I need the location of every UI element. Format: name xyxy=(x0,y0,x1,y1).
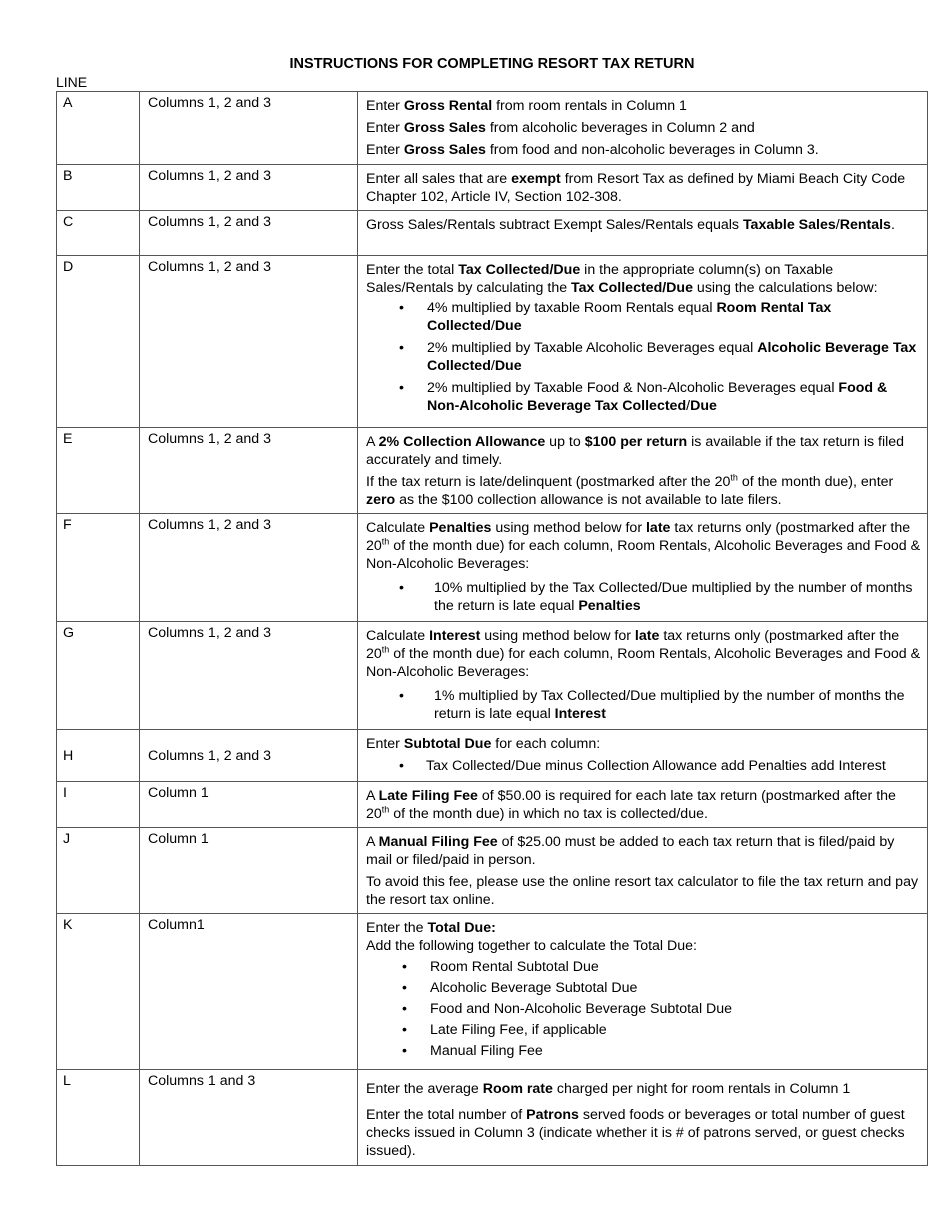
instruction-cell: Gross Sales/Rentals subtract Exempt Sales/Rentals equals Taxable Sales/Rentals. xyxy=(358,211,928,256)
instruction-cell: A 2% Collection Allowance up to $100 per return is available if the tax return is filed accurately and timely. If the tax return is late/delinquent (postmarked after the 20th of the month due), enter zero as the $100 collection allowance is not available to late filers. xyxy=(358,428,928,514)
columns-cell: Columns 1, 2 and 3 xyxy=(140,622,358,730)
table-row xyxy=(57,165,928,211)
instruction-cell: Enter the average Room rate charged per night for room rentals in Column 1 Enter the total number of Patrons served foods or beverages or total number of guest checks issued in Column 3 (indicate whether it is # of patrons served, or guest checks issued). xyxy=(358,1070,928,1166)
instruction-cell: Enter the Total Due: Add the following together to calculate the Total Due: • Room Rental Subtotal Due • Alcoholic Beverage Subtotal Due • Food and Non-Alcoholic Beverage Subtotal Due • Late Filing Fee, if applicable • Manual Filing Fee xyxy=(358,914,928,1070)
line-letter: A xyxy=(57,92,140,165)
list-item: • 2% multiplied by Taxable Alcoholic Beverages equal Alcoholic Beverage Tax Collected/Due xyxy=(366,339,921,375)
table-row xyxy=(57,428,928,514)
columns-cell: Columns 1, 2 and 3 xyxy=(140,165,358,211)
line-letter: J xyxy=(57,828,140,914)
page-title: INSTRUCTIONS FOR COMPLETING RESORT TAX RETURN xyxy=(289,56,695,72)
columns-cell: Columns 1, 2 and 3 xyxy=(140,428,358,514)
line-column-header: LINE xyxy=(56,74,88,90)
list-item: • 4% multiplied by taxable Room Rentals equal Room Rental Tax Collected/Due xyxy=(366,299,921,335)
instruction-cell: Calculate Penalties using method below for late tax returns only (postmarked after the 20th of the month due) for each column, Room Rentals, Alcoholic Beverages and Food & Non-Alcoholic Beverages: • 10% multiplied by the Tax Collected/Due multiplied by the number of months the return is late equal Penalties xyxy=(358,514,928,622)
table-row xyxy=(57,782,928,828)
columns-cell: Columns 1, 2 and 3 xyxy=(140,514,358,622)
list-item: • Room Rental Subtotal Due xyxy=(366,958,921,976)
line-letter: K xyxy=(57,914,140,1070)
line-letter: B xyxy=(57,165,140,211)
table-row xyxy=(57,514,928,622)
instruction-cell: Enter the total Tax Collected/Due in the appropriate column(s) on Taxable Sales/Rentals by calculating the Tax Collected/Due using the calculations below: • 4% multiplied by taxable Room Rentals equal Room Rental Tax Collected/Due • 2% multiplied by Taxable Alcoholic Beverages equal Alcoholic Beverage Tax Collected/Due • 2% multiplied by Taxable Food & Non-Alcoholic Beverages equal Food & Non-Alcoholic Beverage Tax Collected/Due xyxy=(358,256,928,428)
table-row xyxy=(57,828,928,914)
table-row xyxy=(57,730,928,782)
columns-cell: Columns 1, 2 and 3 xyxy=(140,92,358,165)
table-row xyxy=(57,256,928,428)
list-item: • Alcoholic Beverage Subtotal Due xyxy=(366,979,921,997)
line-letter: D xyxy=(57,256,140,428)
list-item: • Food and Non-Alcoholic Beverage Subtotal Due xyxy=(366,1000,921,1018)
bullet-list xyxy=(366,579,921,615)
instruction-cell: A Manual Filing Fee of $25.00 must be added to each tax return that is filed/paid by mail or filed/paid in person. To avoid this fee, please use the online resort tax calculator to file the tax return and pay the resort tax online. xyxy=(358,828,928,914)
line-letter: F xyxy=(57,514,140,622)
table-row xyxy=(57,211,928,256)
table-row xyxy=(57,1070,928,1166)
table-row xyxy=(57,92,928,165)
list-item: • 2% multiplied by Taxable Food & Non-Alcoholic Beverages equal Food & Non-Alcoholic Beverage Tax Collected/Due xyxy=(366,379,921,415)
list-item: • 10% multiplied by the Tax Collected/Due multiplied by the number of months the return is late equal Penalties xyxy=(366,579,921,615)
columns-cell: Columns 1 and 3 xyxy=(140,1070,358,1166)
instruction-cell: Enter Subtotal Due for each column: • Tax Collected/Due minus Collection Allowance add Penalties add Interest xyxy=(358,730,928,782)
table-row xyxy=(57,914,928,1070)
instruction-cell: A Late Filing Fee of $50.00 is required for each late tax return (postmarked after the 20th of the month due) in which no tax is collected/due. xyxy=(358,782,928,828)
line-letter: H xyxy=(57,730,140,782)
columns-cell: Columns 1, 2 and 3 xyxy=(140,730,358,782)
instruction-cell: Enter Gross Rental from room rentals in Column 1 Enter Gross Sales from alcoholic beverages in Column 2 and Enter Gross Sales from food and non-alcoholic beverages in Column 3. xyxy=(358,92,928,165)
list-item: • Late Filing Fee, if applicable xyxy=(366,1021,921,1039)
line-letter: I xyxy=(57,782,140,828)
instructions-table xyxy=(56,91,928,1166)
line-letter: E xyxy=(57,428,140,514)
list-item: • Manual Filing Fee xyxy=(366,1042,921,1060)
list-item: • 1% multiplied by Tax Collected/Due multiplied by the number of months the return is late equal Interest xyxy=(366,687,921,723)
columns-cell: Column 1 xyxy=(140,828,358,914)
columns-cell: Column 1 xyxy=(140,782,358,828)
table-row xyxy=(57,622,928,730)
bullet-list xyxy=(366,687,921,723)
instruction-cell: Enter all sales that are exempt from Resort Tax as defined by Miami Beach City Code Chapter 102, Article IV, Section 102-308. xyxy=(358,165,928,211)
bullet-list xyxy=(366,958,921,1060)
columns-cell: Column1 xyxy=(140,914,358,1070)
bullet-list xyxy=(366,757,921,775)
line-letter: G xyxy=(57,622,140,730)
columns-cell: Columns 1, 2 and 3 xyxy=(140,211,358,256)
columns-cell: Columns 1, 2 and 3 xyxy=(140,256,358,428)
line-letter: L xyxy=(57,1070,140,1166)
line-letter: C xyxy=(57,211,140,256)
instruction-cell: Calculate Interest using method below for late tax returns only (postmarked after the 20th of the month due) for each column, Room Rentals, Alcoholic Beverages and Food & Non-Alcoholic Beverages: • 1% multiplied by Tax Collected/Due multiplied by the number of months the return is late equal Interest xyxy=(358,622,928,730)
list-item: • Tax Collected/Due minus Collection Allowance add Penalties add Interest xyxy=(366,757,921,775)
bullet-list xyxy=(366,299,921,415)
